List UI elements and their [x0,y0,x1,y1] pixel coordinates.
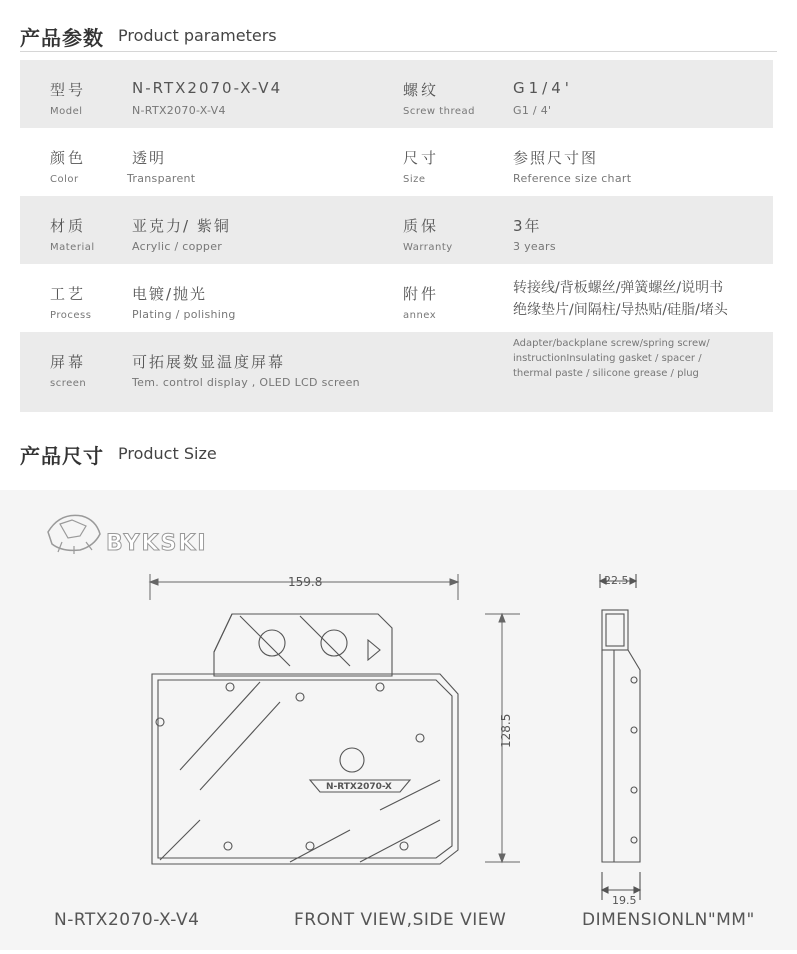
side-view [600,574,640,900]
caption-model: N-RTX2070-X-V4 [54,910,200,930]
param-row-screen [20,332,773,412]
plate-label: N-RTX2070-X [326,782,392,792]
brand-name: BYKSKI [106,531,208,556]
height-label: 128.5 [499,713,513,748]
label-annex-cn: 附件 [403,285,440,303]
width-label: 159.8 [288,575,323,589]
label-model-cn: 型号 [50,81,87,99]
annex-en-line2: instructionInsulating gasket / spacer / [513,353,702,364]
value-thread-en: G1 / 4' [513,104,552,117]
label-thread-cn: 螺纹 [403,81,440,99]
label-screen-en: screen [50,378,87,389]
param-row-model [20,60,773,128]
label-warranty-en: Warranty [403,242,453,253]
value-color-en: Transparent [127,172,196,185]
side-bottom-label: 19.5 [612,894,637,907]
section-title-en: Product parameters [118,26,277,45]
label-warranty-cn: 质保 [403,217,440,235]
label-process-cn: 工艺 [50,285,87,303]
value-size: 参照尺寸图 [513,149,599,167]
section-header-size [20,440,777,470]
label-process-en: Process [50,310,92,321]
value-color: 透明 [132,149,167,167]
divider [20,51,777,52]
value-model: N-RTX2070-X-V4 [132,79,283,97]
label-material-en: Material [50,242,95,253]
section-title-cn: 产品参数 [20,26,104,50]
section-header-parameters [20,22,777,52]
value-screen: 可拓展数显温度屏幕 [132,353,286,371]
value-process: 电镀/抛光 [132,285,208,303]
param-row-color [20,128,773,196]
value-material: 亚克力/ 紫铜 [132,217,231,235]
label-model-en: Model [50,106,83,117]
diagram-svg [0,490,797,950]
value-warranty: 3年 [513,217,542,235]
value-model-en: N-RTX2070-X-V4 [132,104,226,117]
caption-unit: DIMENSIONLN"MM" [582,910,755,930]
param-row-process [20,264,773,332]
value-size-en: Reference size chart [513,172,632,185]
brand-logo [48,515,208,556]
dimension-diagram [0,490,797,950]
label-size-cn: 尺寸 [403,149,440,167]
value-screen-en: Tem. control display , OLED LCD screen [132,376,360,389]
label-screen-cn: 屏幕 [50,353,87,371]
front-view [152,614,458,864]
param-row-material [20,196,773,264]
label-color-cn: 颜色 [50,149,87,167]
annex-en-line1: Adapter/backplane screw/spring screw/ [513,338,710,349]
value-thread: G1/4' [513,79,573,97]
annex-en-line3: thermal paste / silicone grease / plug [513,368,699,379]
params-table [20,60,773,412]
value-annex-line2: 绝缘垫片/间隔柱/导热贴/硅脂/堵头 [513,302,728,318]
value-warranty-en: 3 years [513,240,556,253]
label-size-en: Size [403,174,426,185]
value-annex-line1: 转接线/背板螺丝/弹簧螺丝/说明书 [513,280,724,296]
label-annex-en: annex [403,310,437,321]
caption-views: FRONT VIEW,SIDE VIEW [294,910,507,930]
label-material-cn: 材质 [50,217,87,235]
label-color-en: Color [50,174,79,185]
section-title-cn: 产品尺寸 [20,444,104,468]
label-thread-en: Screw thread [403,106,476,117]
value-process-en: Plating / polishing [132,308,236,321]
side-top-label: 22.5 [604,574,629,587]
section-title-en: Product Size [118,444,217,463]
value-material-en: Acrylic / copper [132,240,223,253]
